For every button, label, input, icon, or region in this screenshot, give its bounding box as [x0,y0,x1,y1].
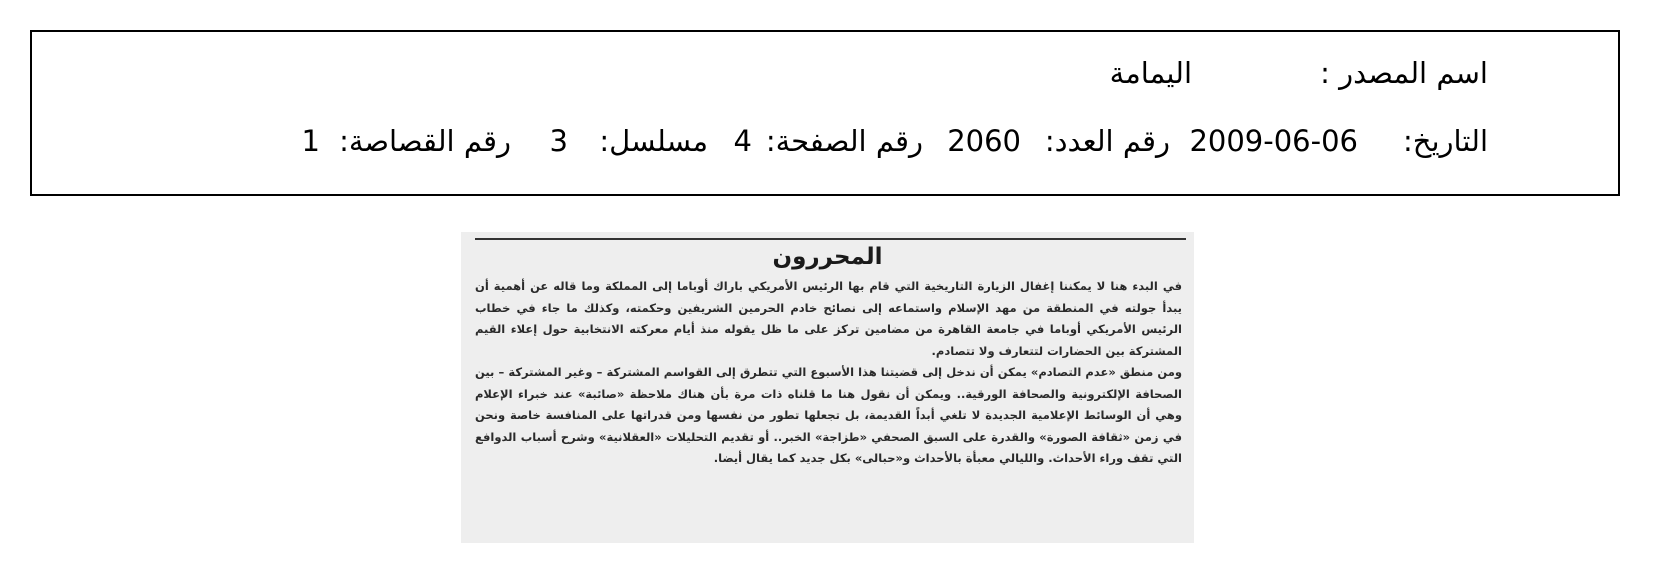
serial-value: 3 [549,124,568,158]
clipping-title: المحررون [772,244,883,270]
clipping-paragraph: ومن منطق «عدم التصادم» يمكن أن ندخل إلى قضيتنا هذا الأسبوع التي تتطرق إلى القواسم المشتركة – وغير المشتركة – بين الصحافة الإلكترونية والصحافة الورقية.. ويمكن أن نقول هنا ما قلناه ذات مرة بأن هناك ملاحظة «صائبة» عند خبراء الإعلام وهي أن الوسائط الإعلامية الجديدة لا تلغي أبداً القديمة، بل تجعلها تطور من نفسها ومن قدراتها على المنافسة خاصة ونحن في زمن «ثقافة الصورة» والقدرة على السبق الصحفي «طزاجة» الخبر.. أو تقديم التحليلات «العقلانية» وشرح أسباب الدوافع التي تقف وراء الأحداث. والليالي معبأة بالأحداث و«حبالى» بكل جديد كما يقال أيضا. [475,365,1182,465]
serial-label: مسلسل: [599,124,708,158]
newspaper-clipping [461,232,1194,543]
source-value: اليمامة [1109,56,1192,90]
clipping-top-rule [475,238,1186,240]
clipping-paragraph: في البدء هنا لا يمكننا إغفال الزيارة التاريخية التي قام بها الرئيس الأمريكي باراك أوباما إلى المملكة وما قاله عن أهمية أن يبدأ جولته في المنطقة من مهد الإسلام واستماعه إلى نصائح خادم الحرمين الشريفين وحكمته، وكذلك ما جاء في خطاب الرئيس الأمريكي أوباما في جامعة القاهرة من مضامين تركز على ما ظل يقوله منذ أيام معركته الانتخابية حول إعلاء القيم المشتركة بين الحضارات لتتعارف ولا تتصادم. [475,279,1182,358]
issue-label: رقم العدد: [1044,124,1170,158]
clip-label: رقم القصاصة: [339,124,511,158]
source-label: اسم المصدر : [1320,56,1488,90]
page-label: رقم الصفحة: [765,124,923,158]
date-label: التاريخ: [1402,124,1488,158]
source-info-box [30,30,1620,196]
page-value: 4 [733,124,752,158]
clipping-body [475,276,1182,470]
date-value: 2009-06-06 [1189,124,1358,158]
issue-value: 2060 [947,124,1021,158]
clip-value: 1 [301,124,320,158]
